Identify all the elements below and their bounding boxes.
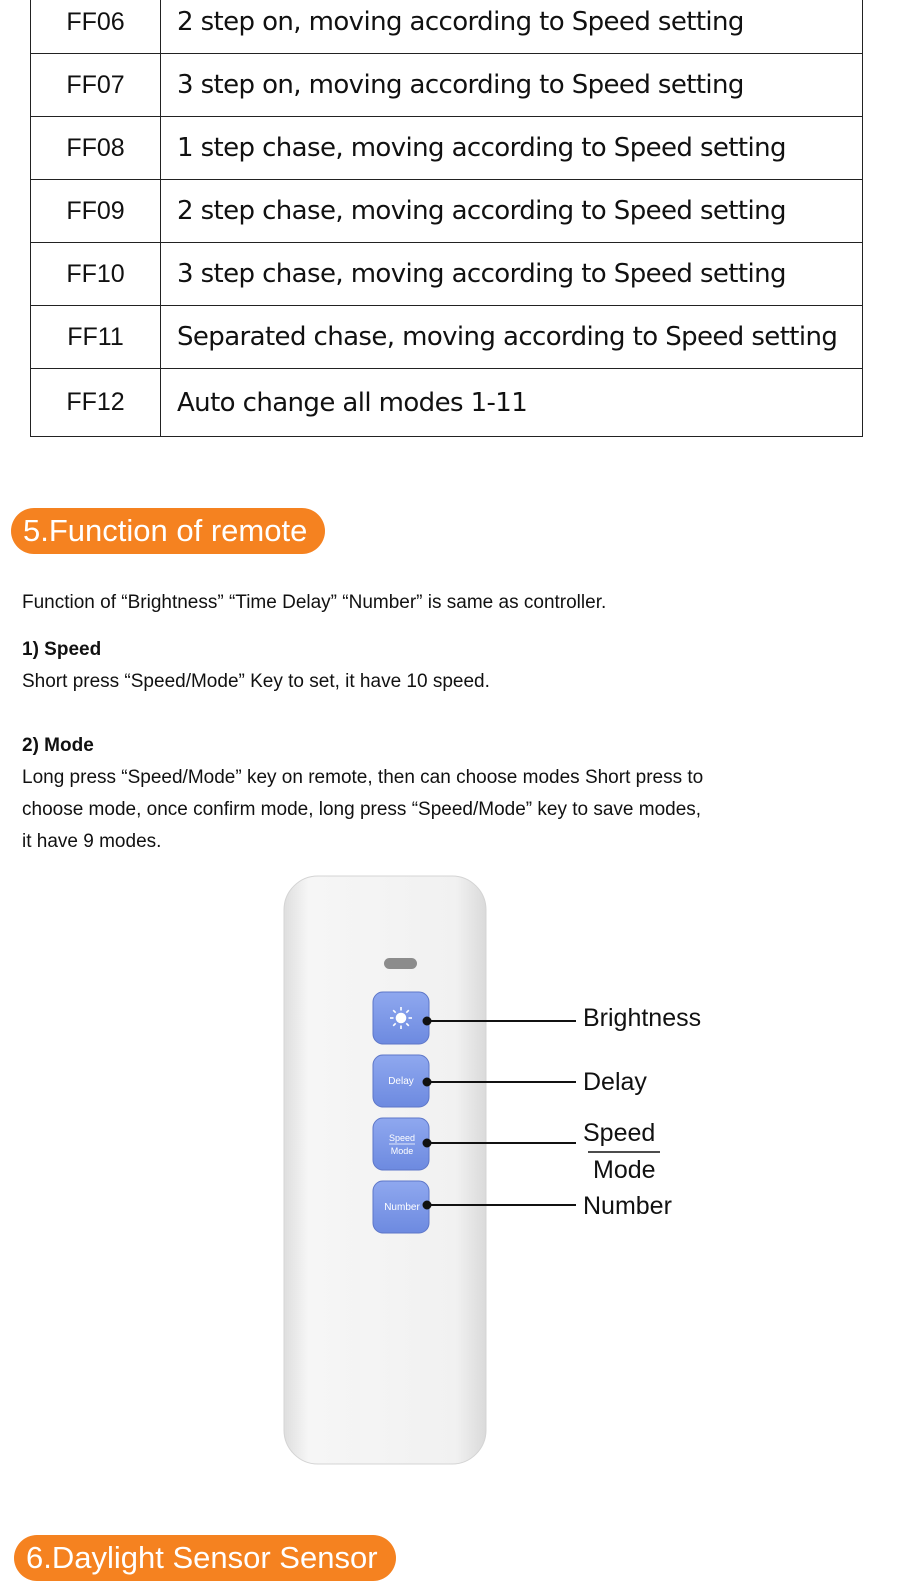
mode-description: 2 step chase, moving according to Speed setting <box>161 180 863 243</box>
callout-number: Number <box>583 1192 672 1220</box>
mode-description: 1 step chase, moving according to Speed setting <box>161 117 863 180</box>
table-row <box>31 180 863 243</box>
speed-text: Short press “Speed/Mode” Key to set, it have 10 speed. <box>22 671 490 692</box>
brightness-button[interactable] <box>373 992 429 1044</box>
callout-delay: Delay <box>583 1068 647 1096</box>
mode-text-line-3: it have 9 modes. <box>22 831 162 852</box>
mode-text-line-1: Long press “Speed/Mode” key on remote, then can choose modes Short press to <box>22 767 704 788</box>
mode-description: 3 step chase, moving according to Speed setting <box>161 243 863 306</box>
section-6-title: 6.Daylight Sensor Sensor <box>14 1535 396 1581</box>
sun-icon <box>390 1007 412 1029</box>
delay-button-label: Delay <box>388 1076 414 1087</box>
delay-button[interactable] <box>373 1055 429 1107</box>
mode-description: 3 step on, moving according to Speed setting <box>161 54 863 117</box>
mode-code: FF12 <box>31 369 161 437</box>
speed-button-label-top: Speed <box>388 1133 416 1143</box>
callout-speed: Speed <box>583 1119 656 1147</box>
remote-illustration <box>0 860 900 1480</box>
section-5-title: 5.Function of remote <box>11 508 325 554</box>
speed-button-label-bottom: Mode <box>390 1146 414 1156</box>
speed-heading: 1) Speed <box>22 639 102 660</box>
callout-brightness: Brightness <box>583 1004 702 1032</box>
table-row <box>31 243 863 306</box>
number-button-label: Number <box>384 1202 420 1213</box>
table-row <box>31 54 863 117</box>
mode-heading: 2) Mode <box>22 735 94 756</box>
mode-code: FF07 <box>31 54 161 117</box>
mode-code: FF11 <box>31 306 161 369</box>
mode-description: Separated chase, moving according to Speed setting <box>161 306 863 369</box>
mode-text-line-2: choose mode, once confirm mode, long press “Speed/Mode” key to save modes, <box>22 799 702 820</box>
speed-mode-button[interactable] <box>373 1118 429 1170</box>
callout-mode: Mode <box>593 1156 656 1184</box>
remote-intro-text: Function of “Brightness” “Time Delay” “Number” is same as controller. <box>22 592 607 613</box>
mode-description: Auto change all modes 1-11 <box>161 369 863 437</box>
mode-table <box>30 0 863 437</box>
mode-code: FF08 <box>31 117 161 180</box>
mode-code: FF09 <box>31 180 161 243</box>
table-row <box>31 306 863 369</box>
mode-code: FF06 <box>31 0 161 54</box>
mode-description: 2 step on, moving according to Speed setting <box>161 0 863 54</box>
table-row <box>31 117 863 180</box>
mode-text <box>22 762 842 858</box>
mode-code: FF10 <box>31 243 161 306</box>
indicator-light <box>384 958 417 969</box>
table-row <box>31 0 863 54</box>
number-button[interactable] <box>373 1181 429 1233</box>
table-row <box>31 369 863 437</box>
